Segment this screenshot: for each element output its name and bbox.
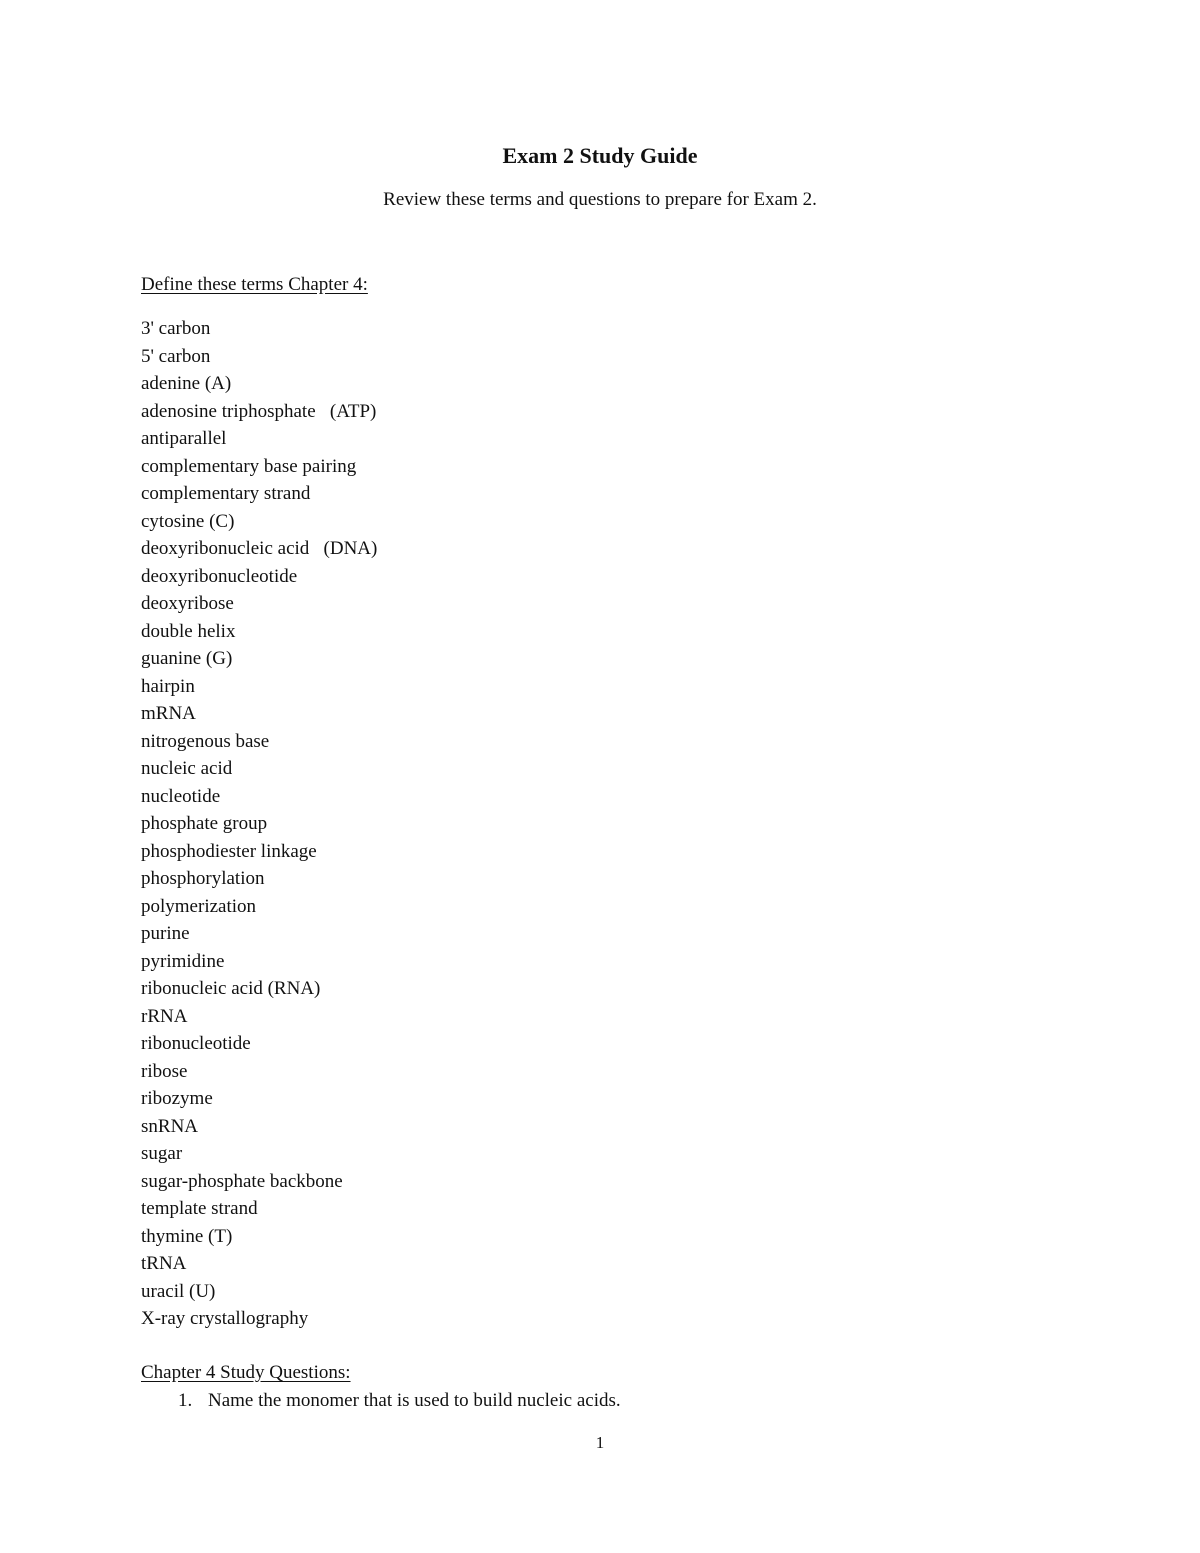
terms-section-heading: Define these terms Chapter 4: [141, 274, 368, 295]
term-item: ribozyme [141, 1088, 213, 1109]
term-item: complementary strand [141, 483, 311, 504]
document-title: Exam 2 Study Guide [502, 143, 698, 168]
term-item: rRNA [141, 1005, 188, 1027]
term-item: double helix [141, 620, 236, 642]
term-item: guanine (G) [141, 648, 233, 669]
term-item: adenosine triphosphate (ATP) [141, 400, 377, 422]
term-item: 3' carbon [141, 318, 211, 339]
term-item: thymine (T) [141, 1225, 233, 1247]
questions-section-heading: Chapter 4 Study Questions: [141, 1362, 351, 1383]
term-item: nucleotide [141, 785, 221, 807]
term-item: mRNA [141, 703, 196, 724]
term-item: tRNA [141, 1253, 187, 1274]
term-item: uracil (U) [141, 1280, 216, 1302]
term-item: phosphodiester linkage [141, 840, 317, 862]
term-item: antiparallel [141, 428, 227, 449]
document-subtitle: Review these terms and questions to prepare for Exam 2. [383, 189, 817, 210]
term-item: deoxyribonucleic acid (DNA) [141, 538, 378, 559]
term-item: phosphorylation [141, 868, 265, 889]
term-item: nucleic acid [141, 758, 233, 779]
question-item [141, 1387, 621, 1415]
term-item: polymerization [141, 895, 257, 917]
term-item: phosphate group [141, 813, 268, 834]
term-item: ribose [141, 1060, 188, 1082]
question-number: 1. [178, 1390, 193, 1411]
term-item: 5' carbon [141, 345, 211, 367]
term-item: deoxyribose [141, 593, 234, 614]
question-text: Name the monomer that is used to build nucleic acids. [208, 1390, 621, 1411]
term-item: adenine (A) [141, 373, 232, 394]
term-item: complementary base pairing [141, 455, 357, 477]
term-item: hairpin [141, 675, 195, 697]
term-item: pyrimidine [141, 950, 225, 972]
term-item: sugar-phosphate backbone [141, 1170, 343, 1192]
term-item: ribonucleotide [141, 1033, 251, 1054]
page-number: 1 [595, 1433, 605, 1452]
term-item: snRNA [141, 1115, 199, 1137]
term-item: ribonucleic acid (RNA) [141, 978, 321, 999]
term-item: deoxyribonucleotide [141, 565, 298, 587]
term-item: sugar [141, 1143, 183, 1164]
term-item: X-ray crystallography [141, 1308, 309, 1329]
questions-list [141, 1387, 621, 1415]
term-item: purine [141, 923, 190, 944]
term-item: nitrogenous base [141, 730, 270, 752]
terms-list [141, 315, 377, 1333]
term-item: cytosine (C) [141, 510, 235, 532]
term-item: template strand [141, 1198, 258, 1219]
